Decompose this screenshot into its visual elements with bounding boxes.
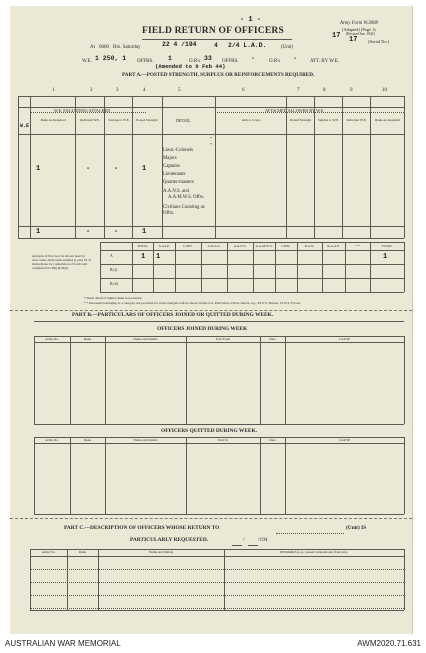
unit-label: (Unit) bbox=[281, 45, 294, 50]
part-c-title: PART C.—DESCRIPTION OF OFFICERS WHOSE RETURN TO bbox=[64, 525, 220, 531]
column-number: 6 bbox=[242, 88, 245, 93]
adapted-label: (Adapted) (Page 1) bbox=[342, 27, 376, 32]
column-number: 7 bbox=[297, 88, 300, 93]
quitted-column-line bbox=[285, 437, 286, 514]
analysis-header: CIVIL bbox=[281, 244, 291, 248]
part-c-divider bbox=[10, 518, 412, 519]
joined-title: OFFICERS JOINED DURING WEEK bbox=[157, 326, 248, 332]
analysis-bottom bbox=[100, 292, 404, 293]
offrs2-label: OFFRS. bbox=[222, 59, 239, 64]
joined-header: Date bbox=[269, 337, 276, 341]
year-digit: 4 bbox=[214, 42, 218, 49]
joined-column-line bbox=[105, 336, 106, 424]
typed-row1-value: 1 bbox=[142, 165, 147, 173]
analysis-column-line bbox=[322, 242, 323, 292]
part-c-column-line bbox=[224, 549, 225, 610]
quitted-column-line bbox=[34, 437, 35, 514]
analysis-typed-value: 1 bbox=[383, 253, 388, 261]
analysis-column-line bbox=[253, 242, 254, 292]
analysis-header: A.A.N.S. bbox=[233, 244, 247, 248]
part-c-header-rule bbox=[30, 556, 404, 557]
footnote-2: * * Personnel belonging to a category not provided for in the analysis will be shown in this Col. Particulars will be shown, e.g., 36 U.S. Nurses, 16 N.Z. Forces. bbox=[84, 301, 301, 305]
column-number: 2 bbox=[90, 88, 93, 93]
part-c-day-line bbox=[232, 545, 242, 546]
part-c-header: Name and Initials bbox=[148, 550, 174, 554]
part-c-column-line bbox=[67, 549, 68, 610]
quitted-column-line bbox=[70, 437, 71, 514]
part-c-year: /194 bbox=[258, 537, 268, 543]
we-left-typed: W.E. bbox=[20, 123, 33, 129]
right-column-header: Surplus to W.E. bbox=[317, 118, 340, 122]
rank-label: Civilians Counting as Offrs. bbox=[163, 205, 205, 216]
part-c-table-bottom bbox=[30, 610, 404, 611]
we-label: W.E. bbox=[82, 59, 92, 64]
right-column-header: Arm or Corps bbox=[241, 118, 261, 122]
quitted-header: Unit To bbox=[217, 438, 229, 442]
analysis-header: * * bbox=[355, 244, 360, 248]
part-c-unit-line bbox=[276, 533, 344, 534]
analysis-column-line bbox=[227, 242, 228, 292]
analysis-column-line bbox=[201, 242, 202, 292]
quitted-column-line bbox=[260, 437, 261, 514]
analysis-row-label: B.(ii) bbox=[110, 282, 119, 286]
joined-header: CAUSE bbox=[338, 337, 351, 341]
analysis-column-line bbox=[100, 242, 101, 292]
typed-row1-value: 1 bbox=[36, 165, 41, 173]
rank-asterisk-2: * bbox=[210, 142, 212, 147]
part-c-row-rule bbox=[30, 582, 404, 583]
form-sheet bbox=[10, 6, 413, 634]
joined-header: Unit From bbox=[215, 337, 231, 341]
ors-label: O.R's bbox=[189, 59, 201, 64]
quitted-column-line bbox=[404, 437, 405, 514]
analysis-header: TOTAL bbox=[137, 244, 148, 248]
table-a-column-line bbox=[404, 96, 405, 238]
part-c-column-line bbox=[404, 549, 405, 610]
part-c-column-line bbox=[30, 549, 31, 610]
at-label: At bbox=[90, 45, 95, 50]
analysis-header: A.A.I.P. bbox=[158, 244, 170, 248]
title-underline bbox=[142, 39, 292, 40]
part-c-header: Rank bbox=[78, 550, 87, 554]
analysis-row-label: B.(i) bbox=[110, 268, 118, 272]
form-number-typed-2: 17 bbox=[349, 36, 358, 44]
part-b-title-rule bbox=[34, 321, 404, 322]
analysis-typed-value: 1 bbox=[141, 253, 146, 261]
rank-label: Quarter-masters bbox=[163, 180, 194, 185]
right-column-header: Posted Strength bbox=[289, 118, 312, 122]
typed-row1-value: - bbox=[114, 165, 119, 173]
ors-typed: 33 bbox=[204, 55, 212, 62]
attached-allowed-header: ATTACHED ALLOWED BY W.E. bbox=[265, 108, 325, 113]
part-a-title: PART A.—POSTED STRENGTH, SURPLUS OR REINFORCEMENTS REQUIRED. bbox=[122, 72, 315, 78]
quitted-header: Army No. bbox=[45, 438, 59, 442]
rank-label: Majors bbox=[163, 156, 177, 161]
quitted-header: Date bbox=[269, 438, 276, 442]
column-number: 5 bbox=[178, 88, 181, 93]
analysis-row-b1-rule bbox=[100, 278, 404, 279]
unit-typed: 2/4 L.A.D. bbox=[228, 42, 267, 49]
column-number: 3 bbox=[116, 88, 119, 93]
analysis-column-line bbox=[297, 242, 298, 292]
typed-row2-value: 1 bbox=[142, 228, 147, 236]
we-excluding-header: W.E. EXCLUDING ATTACHED bbox=[54, 108, 111, 113]
ors2-dash: - bbox=[293, 55, 297, 62]
part-c-month-line bbox=[248, 545, 258, 546]
joined-column-line bbox=[260, 336, 261, 424]
offrs-label: OFFRS. bbox=[137, 59, 154, 64]
form-title: FIELD RETURN OF OFFICERS bbox=[142, 26, 284, 36]
quitted-title: OFFICERS QUITTED DURING WEEK. bbox=[161, 428, 258, 434]
caption-left: AUSTRALIAN WAR MEMORIAL bbox=[5, 639, 121, 648]
quitted-column-line bbox=[186, 437, 187, 514]
joined-header: Name and Initials bbox=[133, 337, 158, 341]
caption-right: AWM2020.71.631 bbox=[357, 639, 421, 648]
analysis-column-line bbox=[345, 242, 346, 292]
typed-row2-value: - bbox=[114, 228, 119, 236]
column-number: 8 bbox=[323, 88, 326, 93]
joined-column-line bbox=[186, 336, 187, 424]
ors2-label: O.R's bbox=[269, 59, 281, 64]
analysis-header-rule bbox=[100, 250, 404, 251]
left-column-header: Rank As Required bbox=[40, 118, 66, 122]
rank-label: A.A.M.W.S. Offrs. bbox=[168, 195, 205, 200]
part-c-line2: PARTICULARLY REQUESTED. bbox=[130, 537, 209, 543]
analysis-header: A.A.M.W.S. bbox=[255, 244, 273, 248]
analysis-row-a-rule bbox=[100, 264, 404, 265]
footnote-1: * Insert detail of higher ranks as necessary. bbox=[84, 296, 143, 300]
analysis-row-label: A bbox=[110, 254, 113, 258]
analysis-column-line bbox=[132, 242, 133, 292]
column-number: 9 bbox=[350, 88, 353, 93]
joined-header: Army No. bbox=[45, 337, 59, 341]
detail-header: DETAIL bbox=[176, 118, 191, 123]
offrs-typed: 1 bbox=[168, 55, 172, 62]
analysis-header: R.A.A.F. bbox=[327, 244, 340, 248]
analysis-header: R.A.N. bbox=[304, 244, 315, 248]
part-c-column-line bbox=[98, 549, 99, 610]
left-column-header: Posted Strength bbox=[136, 118, 158, 122]
part-b-divider bbox=[10, 310, 412, 311]
part-c-header: REMARKS (e.g., present whereabouts if known). bbox=[280, 550, 348, 554]
joined-column-line bbox=[34, 336, 35, 424]
quitted-header-rule bbox=[34, 443, 404, 444]
joined-column-line bbox=[404, 336, 405, 424]
part-c-row-rule bbox=[30, 608, 404, 609]
analysis-typed-value: 1 bbox=[156, 253, 161, 261]
analysis-column-line bbox=[153, 242, 154, 292]
joined-table-bottom bbox=[34, 424, 404, 425]
table-a-column-line bbox=[30, 96, 31, 238]
hrs-label: Hrs. Saturday bbox=[113, 45, 141, 50]
part-c-row-rule bbox=[30, 569, 404, 570]
amended-typed: (Amended to 9 Feb 44) bbox=[155, 63, 226, 70]
table-a-bottom bbox=[18, 238, 404, 239]
we-typed: 1 250, 1 bbox=[95, 55, 127, 62]
analysis-header: TOTAL bbox=[381, 244, 393, 248]
part-c-slash: / bbox=[243, 537, 245, 543]
quitted-header: CAUSE bbox=[338, 438, 351, 442]
quitted-header: Name and Initials bbox=[133, 438, 158, 442]
column-number: 4 bbox=[143, 88, 146, 93]
rank-label: A.A.N.S. and bbox=[163, 189, 189, 194]
rank-label: Lieut.-Colonels bbox=[163, 148, 193, 153]
revised-label: (Revised Jan. 1943) bbox=[346, 32, 375, 36]
joined-header-rule bbox=[34, 342, 404, 343]
date-typed: 22 4 /194 bbox=[162, 41, 197, 48]
part-c-header: Army No. bbox=[41, 550, 56, 554]
analysis-top bbox=[100, 242, 404, 243]
form-number-typed: 17 bbox=[332, 32, 341, 40]
quitted-table-bottom bbox=[34, 514, 404, 515]
analysis-note: Analysis of Part A to be shown here by ALL units. Only units entitled to para 19 of instructions for compilation of form will complete Part B(i) & B(ii). bbox=[32, 254, 91, 270]
analysis-header: A.W.A.S. bbox=[207, 244, 221, 248]
joined-header: Rank bbox=[83, 337, 92, 341]
joined-column-line bbox=[285, 336, 286, 424]
quitted-column-line bbox=[105, 437, 106, 514]
rank-label: Captains bbox=[163, 164, 180, 169]
serial-label: (Serial No.) bbox=[368, 39, 390, 44]
quitted-header: Rank bbox=[83, 438, 92, 442]
right-column-header: Deficient W.E. bbox=[346, 118, 367, 122]
part-c-row-rule bbox=[30, 595, 404, 596]
column-number: 1 bbox=[52, 88, 55, 93]
analysis-header: C.M.F. bbox=[183, 244, 193, 248]
typed-row2-value: 1 bbox=[36, 228, 41, 236]
att-label: ATT. BY W.E. bbox=[310, 59, 340, 64]
left-column-header: Deficient W.E. bbox=[79, 118, 101, 122]
table-a-column-line bbox=[18, 96, 19, 238]
analysis-column-line bbox=[175, 242, 176, 292]
left-column-header: Surplus to W.E. bbox=[108, 118, 130, 122]
right-column-header: Rank As Required bbox=[375, 118, 400, 122]
time-value: 0600 bbox=[99, 45, 109, 50]
rank-label: Lieutenants bbox=[163, 172, 186, 177]
offrs2-dash: - bbox=[251, 55, 255, 62]
typed-row1-value: - bbox=[86, 165, 91, 173]
analysis-column-line bbox=[404, 242, 405, 292]
column-number: 10 bbox=[382, 88, 387, 93]
part-c-unit-is: (Unit) IS bbox=[346, 525, 367, 531]
army-form-label: Army Form W.3008 bbox=[340, 21, 378, 26]
analysis-column-line bbox=[370, 242, 371, 292]
part-b-title: PART B.—PARTICULARS OF OFFICERS JOINED OR QUITTED DURING WEEK. bbox=[72, 312, 274, 318]
analysis-column-line bbox=[275, 242, 276, 292]
rank-asterisk-1: * bbox=[210, 136, 212, 141]
typed-row2-value: - bbox=[86, 228, 91, 236]
title-typed-mark: - 1 - bbox=[240, 16, 262, 24]
joined-column-line bbox=[70, 336, 71, 424]
archive-caption bbox=[0, 634, 426, 653]
